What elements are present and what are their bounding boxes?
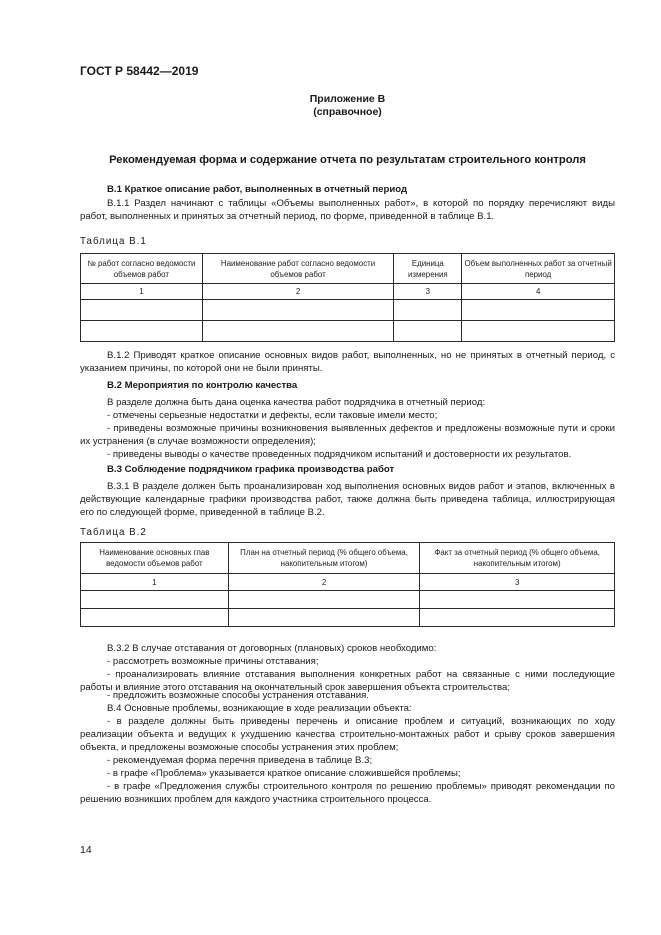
table-row (81, 609, 615, 627)
table-b1-header-cell: Единица измерения (394, 254, 462, 284)
table-b2-header-row (81, 543, 615, 574)
appendix-title: Приложение В (309, 93, 386, 105)
table-b2-number-cell: 1 (81, 574, 229, 591)
table-b2 (80, 542, 615, 627)
table-cell (228, 609, 420, 627)
section-b2-item: - приведены возможные причины возникновения выявленных дефектов и предложены возможные пути и сроки их устранения (в случае возможности определения); (80, 423, 615, 447)
table-b1-header-cell: Объем выполненных работ за отчетный период (462, 254, 615, 284)
table-b2-number-row (81, 574, 615, 591)
section-b4-item: - в разделе должны быть приведены перечень и описание проблем и ситуаций, возникающих по ходу реализации объекта и ведущих к ухудшению качества строительно-монтажных работ и срыву сроков завершения объекта, и предложены возможные способы устранения этих проблем; (80, 716, 615, 753)
standard-header: ГОСТ Р 58442—2019 (80, 64, 199, 78)
section-b2-item: - отмечены серьезные недостатки и дефекты, если таковые имели место; (107, 410, 438, 421)
table-b1-header-cell: № работ согласно ведомости объемов работ (81, 254, 203, 284)
table-b2-number-cell: 3 (420, 574, 615, 591)
section-b32-item: - проанализировать влияние отставания выполнения конкретных работ на связанные с ними последующие работы и влияние этого отставания на окончательный срок завершения объекта строительства; (80, 669, 615, 693)
table-b1-number-cell: 1 (81, 284, 203, 300)
table-cell (81, 591, 229, 609)
page-number: 14 (80, 844, 92, 856)
table-cell (202, 321, 394, 342)
table-cell (462, 321, 615, 342)
section-b11-text: В.1.1 Раздел начинают с таблицы «Объемы выполненных работ», в которой по порядку перечисляют виды работ, выполненных и принятых за отчетный период, по форме, приведенной в таблице В.1. (80, 198, 615, 222)
table-cell (81, 609, 229, 627)
table-cell (420, 591, 615, 609)
table-row (81, 300, 615, 321)
section-b4-item: - в графе «Проблема» указывается краткое описание сложившейся проблемы; (107, 768, 461, 779)
table-cell (394, 321, 462, 342)
table-b2-header-cell: Факт за отчетный период (% общего объема, накопительным итогом) (420, 543, 615, 574)
table-b1-number-cell: 3 (394, 284, 462, 300)
table-cell (81, 321, 203, 342)
table-cell (394, 300, 462, 321)
section-b4-item: - рекомендуемая форма перечня приведена в таблице В.3; (107, 755, 373, 766)
section-b12-text: В.1.2 Приводят краткое описание основных видов работ, выполненных, но не принятых в отчетный период, с указанием причины, по которой они не были приняты. (80, 350, 615, 374)
table-b1-number-cell: 4 (462, 284, 615, 300)
table-b1-number-row (81, 284, 615, 300)
table-cell (81, 300, 203, 321)
table-b1-header-row (81, 254, 615, 284)
table-cell (228, 591, 420, 609)
document-title: Рекомендуемая форма и содержание отчета по результатам строительного контроля (109, 154, 586, 166)
section-b2-text: В разделе должна быть дана оценка качества работ подрядчика в отчетный период: (107, 397, 486, 408)
table-b2-number-cell: 2 (228, 574, 420, 591)
table-row (81, 321, 615, 342)
table-b1 (80, 253, 615, 342)
table-cell (420, 609, 615, 627)
section-b4-item: - в графе «Предложения службы строительного контроля по решению проблемы» приводят рекомендации по решению возникших проблем для каждого участника строительного процесса. (80, 781, 615, 805)
table-b2-header-cell: План на отчетный период (% общего объема, накопительным итогом) (228, 543, 420, 574)
section-b32-text: В.3.2 В случае отставания от договорных (плановых) сроков необходимо: (107, 643, 437, 654)
section-b32-item: - рассмотреть возможные причины отставания; (107, 656, 319, 667)
table-b1-caption: Таблица В.1 (80, 236, 147, 247)
section-b4-text: В.4 Основные проблемы, возникающие в ходе реализации объекта: (107, 703, 412, 714)
section-b31-text: В.3.1 В разделе должен быть проанализирован ход выполнения основных видов работ и этапов, включенных в действующие календарные графики производства работ, также должна быть приведена таблица, иллюстрирующая его по следующей форме, приведенной в таблице В.2. (80, 481, 615, 518)
section-b2-item: - приведены выводы о качестве проведенных подрядчиком испытаний и достоверности их результатов. (107, 449, 572, 460)
table-cell (462, 300, 615, 321)
table-b2-caption: Таблица В.2 (80, 527, 147, 538)
section-b2-heading: В.2 Мероприятия по контролю качества (107, 380, 298, 391)
section-b32-item: - предложить возможные способы устранения отставания. (107, 690, 369, 701)
table-b1-header-cell: Наименование работ согласно ведомости объемов работ (202, 254, 394, 284)
table-row (81, 591, 615, 609)
appendix-note: (справочное) (313, 106, 382, 118)
section-b1-heading: В.1 Краткое описание работ, выполненных в отчетный период (107, 184, 408, 195)
section-b3-heading: В.3 Соблюдение подрядчиком графика производства работ (107, 464, 395, 475)
table-b1-number-cell: 2 (202, 284, 394, 300)
table-b2-header-cell: Наименование основных глав ведомости объемов работ (81, 543, 229, 574)
table-cell (202, 300, 394, 321)
